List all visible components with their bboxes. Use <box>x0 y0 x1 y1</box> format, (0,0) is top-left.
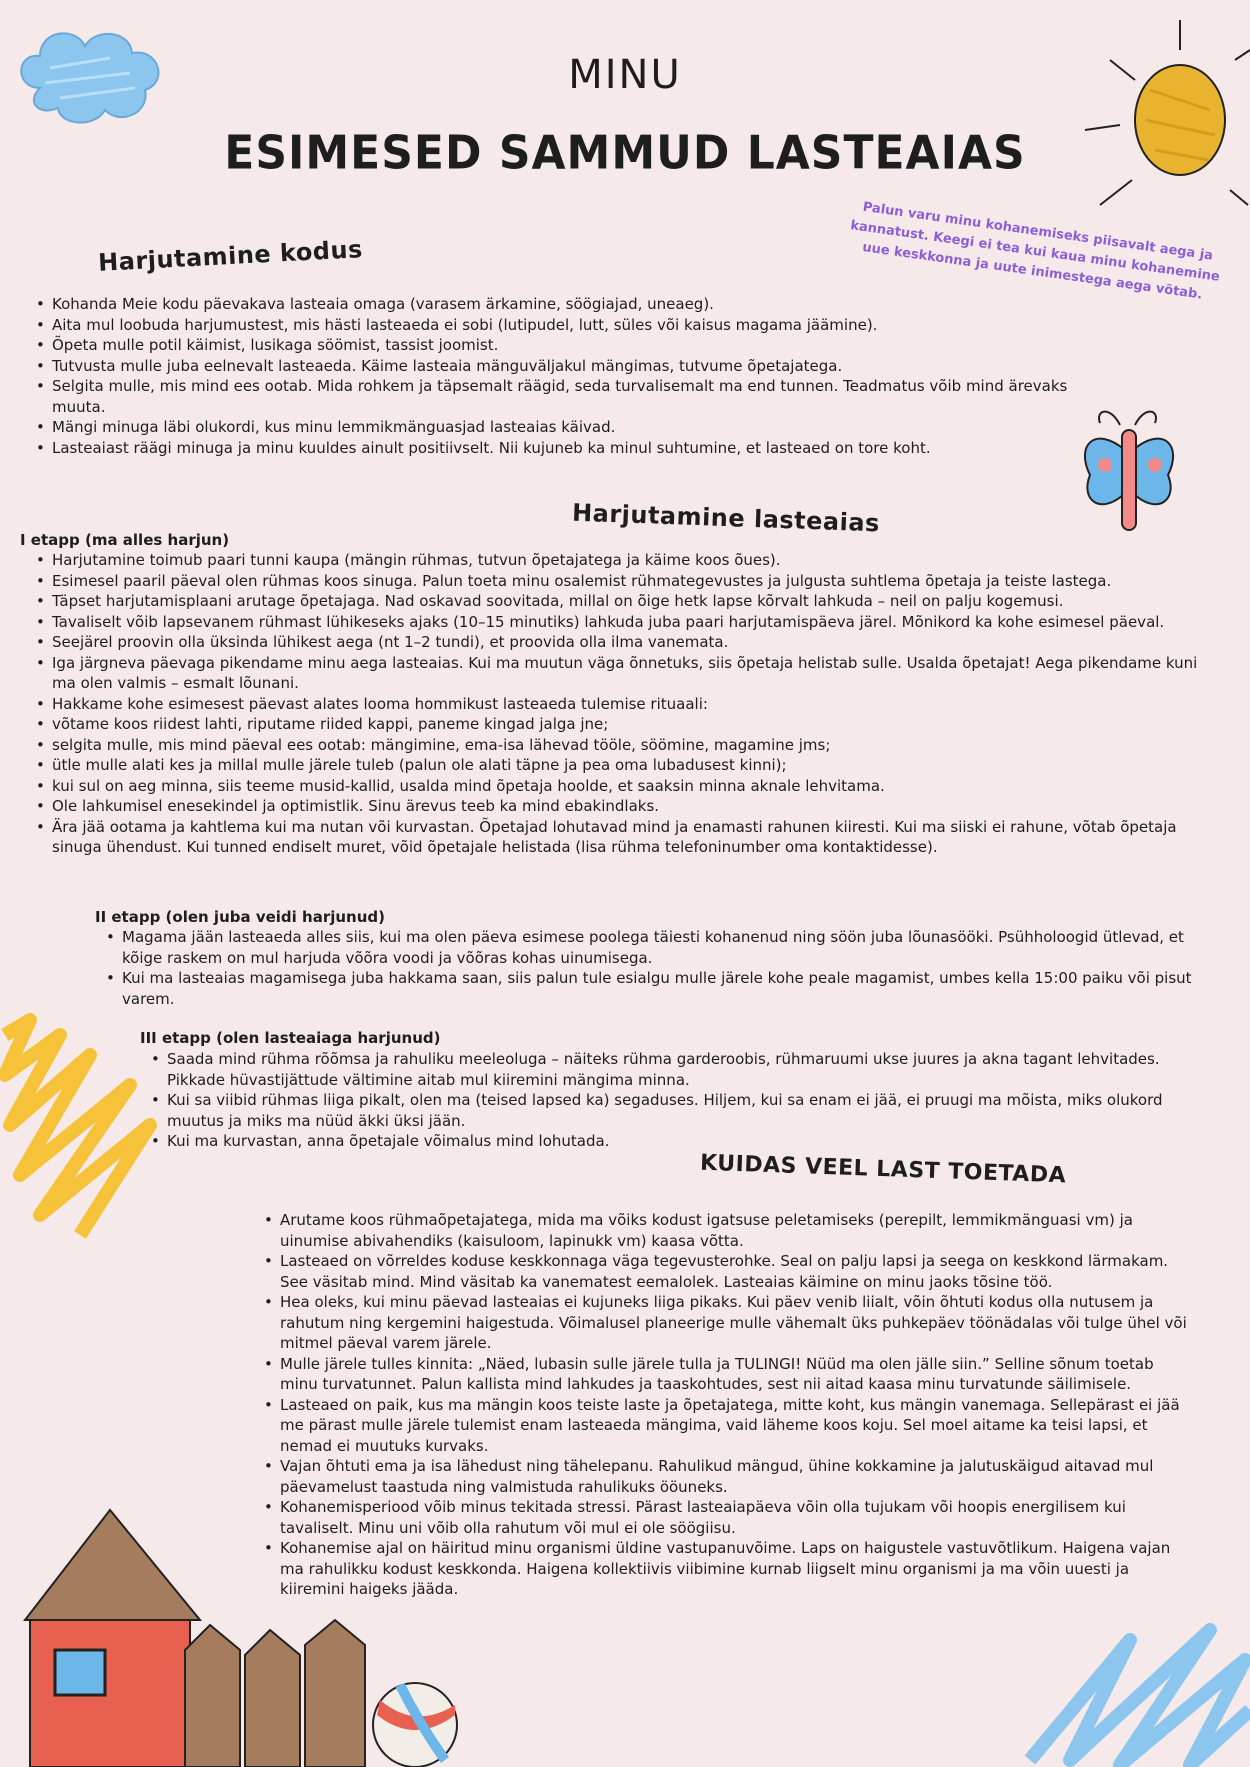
list-item: • Kohanda Meie kodu päevakava lasteaia omaga (varasem ärkamine, söögiajad, uneaeg). <box>30 294 1100 315</box>
list-item: • Mängi minuga läbi olukordi, kus minu lemmikmänguasjad lasteaias käivad. <box>30 417 1100 438</box>
page-title-small: MINU <box>568 52 682 98</box>
list-item: • Vajan õhtuti ema ja isa lähedust ning tähelepanu. Rahulikud mängud, ühine kokkamine ja jalutuskäigud aitavad mul päevamelust taastuda ning valmistuda rahulikuks ööuneks. <box>258 1456 1193 1497</box>
home-list <box>30 294 1100 458</box>
list-item: • Saada mind rühma rõõmsa ja rahuliku meeleoluga – näiteks rühma garderoobis, rühmaruumi ukse juures ja akna tagant lehvitades. Pikkade hüvastijättude vältimine aitab mul kiiremini mängima minna. <box>145 1049 1215 1090</box>
etapp1-title: I etapp (ma alles harjun) <box>20 531 230 549</box>
section-heading-support: KUIDAS VEEL LAST TOETADA <box>699 1150 1067 1189</box>
list-item: • Selgita mulle, mis mind ees ootab. Mida rohkem ja täpsemalt räägid, seda turvalisemalt ma end tunnen. Teadmatus võib mind ärevaks muuta. <box>30 376 1100 417</box>
section-heading-kindergarten: Harjutamine lasteaias <box>571 498 881 538</box>
list-item: • Kui sa viibid rühmas liiga pikalt, olen ma (teised lapsed ka) segaduses. Hiljem, kui sa enam ei jää, ei pruugi ma mõista, miks olukord muutus ja miks ma nüüd äkki üksi jään. <box>145 1090 1215 1131</box>
list-item: • võtame koos riidest lahti, riputame riided kappi, paneme kingad jalga jne; <box>30 714 1210 735</box>
list-item: • Iga järgneva päevaga pikendame minu aega lasteaias. Kui ma muutun väga õnnetuks, siis õpetaja helistab sulle. Usalda õpetajat! Aega pikendame kuni ma olen valmis – esmalt lõunani. <box>30 653 1210 694</box>
list-item: • Aita mul loobuda harjumustest, mis hästi lasteaeda ei sobi (lutipudel, lutt, süles või kaisus magama jäämine). <box>30 315 1100 336</box>
crayon-scribble-yellow <box>0 1015 160 1245</box>
list-item: • Kohanemisperiood võib minus tekitada stressi. Pärast lasteaiapäeva võin olla tujukam või hoopis energilisem kui tavaliselt. Minu uni võib olla rahutum või mul ei ole söögiisu. <box>258 1497 1193 1538</box>
list-item: • Ole lahkumisel enesekindel ja optimistlik. Sinu ärevus teeb ka mind ebakindlaks. <box>30 796 1210 817</box>
crayon-scribble-blue <box>1010 1620 1250 1767</box>
list-item: • Kui ma kurvastan, anna õpetajale võimalus mind lohutada. <box>145 1131 1215 1152</box>
list-item: • Mulle järele tulles kinnita: „Näed, lubasin sulle järele tulla ja TULINGI! Nüüd ma olen jälle siin.” Selline sõnum toetab minu turvatunnet. Palun kallista mind lahkudes ja taaskohtudes, sest nii aitad kaasa minu turvatunde säilimisele. <box>258 1354 1193 1395</box>
list-item: • Hea oleks, kui minu päevad lasteaias ei kujuneks liiga pikaks. Kui päev venib liialt, võin õhtuti kodus olla nutusem ja rahutum ning kergemini haigestuda. Võimalusel planeerige mulle vähemalt üks puhkepäev töönädalas või tulge ühel või mitmel päeval varem järele. <box>258 1292 1193 1354</box>
list-item: • Esimesel paaril päeval olen rühmas koos sinuga. Palun toeta minu osalemist rühmategevustes ja julgusta suhtlema õpetaja ja teiste lastega. <box>30 571 1210 592</box>
etapp3-title: III etapp (olen lasteaiaga harjunud) <box>140 1029 441 1047</box>
list-item: • kui sul on aeg minna, siis teeme musid-kallid, usalda mind õpetaja hoolde, et saaksin minna aknale lehvitama. <box>30 776 1210 797</box>
list-item: • Kui ma lasteaias magamisega juba hakkama saan, siis palun tule esialgu mulle järele kohe peale magamist, umbes kella 15:00 paiku või pisut varem. <box>100 968 1210 1009</box>
list-item: • Harjutamine toimub paari tunni kaupa (mängin rühmas, tutvun õpetajatega ja käime koos õues). <box>30 550 1210 571</box>
page-title: ESIMESED SAMMUD LASTEAIAS <box>224 126 1026 181</box>
sun-icon <box>1080 20 1250 220</box>
section-heading-home: Harjutamine kodus <box>97 235 364 277</box>
list-item: • Kohanemise ajal on häiritud minu organismi üldine vastupanuvõime. Laps on haigustele vastuvõtlikum. Haigena vajan ma rahulikku kodust keskkonda. Haigena kollektiivis viibimine kurnab liigselt minu organismi ja ma võin uuesti ja kiiremini haigeks jääda. <box>258 1538 1193 1600</box>
list-item: • ütle mulle alati kes ja millal mulle järele tuleb (palun ole alati täpne ja pea oma lubadusest kinni); <box>30 755 1210 776</box>
list-item: • selgita mulle, mis mind päeval ees ootab: mängimine, ema-isa lähevad tööle, söömine, magamine jms; <box>30 735 1210 756</box>
list-item: • Lasteaiast räägi minuga ja minu kuuldes ainult positiivselt. Nii kujuneb ka minul suhtumine, et lasteaed on tore koht. <box>30 438 1100 459</box>
list-item: • Arutame koos rühmaõpetajatega, mida ma võiks kodust igatsuse peletamiseks (perepilt, lemmikmänguasi vm) ja uinumise abivahendiks (kaisuloom, lapinukk vm) kaasa võtta. <box>258 1210 1193 1251</box>
list-item: • Õpeta mulle potil käimist, lusikaga söömist, tassist joomist. <box>30 335 1100 356</box>
list-item: • Tavaliselt võib lapsevanem rühmast lühikeseks ajaks (10–15 minutiks) lahkuda juba paari harjutamispäeva järel. Mõnikord ka kohe esimesel päeval. <box>30 612 1210 633</box>
side-note: Palun varu minu kohanemiseks piisavalt aega ja kannatust. Keegi ei tea kui kaua minu kohanemine uue keskkonna ja uute inimestega aega võtab. <box>849 199 1221 303</box>
etapp2-title: II etapp (olen juba veidi harjunud) <box>95 908 385 926</box>
list-item: • Tutvusta mulle juba eelnevalt lasteaeda. Käime lasteaia mänguväljakul mängimas, tutvume õpetajatega. <box>30 356 1100 377</box>
list-item: • Ära jää ootama ja kahtlema kui ma nutan või kurvastan. Õpetajad lohutavad mind ja enamasti rahunen kiiresti. Kui ma siiski ei rahune, võtab õpetaja sinuga ühendust. Kui tunned endiselt muret, võid õpetajale helistada (lisa rühma telefoninumber oma kontaktidesse). <box>30 817 1210 858</box>
list-item: • Hakkame kohe esimesest päevast alates looma hommikust lasteaeda tulemise rituaali: <box>30 694 1210 715</box>
list-item: • Seejärel proovin olla üksinda lühikest aega (nt 1–2 tundi), et proovida olla ilma vanemata. <box>30 632 1210 653</box>
list-item: • Magama jään lasteaeda alles siis, kui ma olen päeva esimese poolega täiesti kohanenud ning söön juba lõunasööki. Psühholoogid ütlevad, et kõige raskem on mul harjuda võõra voodi ja võõras kohas uinumisega. <box>100 927 1210 968</box>
support-list <box>258 1210 1193 1600</box>
etapp1-list <box>30 550 1210 858</box>
list-item: • Täpset harjutamisplaani arutage õpetajaga. Nad oskavad soovitada, millal on õige hetk lapse kõrvalt lahkuda – neil on palju kogemusi. <box>30 591 1210 612</box>
etapp3-list <box>145 1049 1215 1152</box>
etapp2-list <box>100 927 1210 1009</box>
list-item: • Lasteaed on võrreldes koduse keskkonnaga väga tegevusterohke. Seal on palju lapsi ja seega on keskkond lärmakam. See väsitab mind. Mind väsitab ka vanematest eemalolek. Lasteaias käimine on minu jaoks tõsine töö. <box>258 1251 1193 1292</box>
list-item: • Lasteaed on paik, kus ma mängin koos teiste laste ja õpetajatega, mitte koht, kus mängin vanemaga. Sellepärast ei jää me pärast mulle järele tulemist enam lasteaeda mängima, vaid läheme koos koju. Sel moel aitame ka teisi lapsi, et nemad ei muutuks kurvaks. <box>258 1395 1193 1457</box>
